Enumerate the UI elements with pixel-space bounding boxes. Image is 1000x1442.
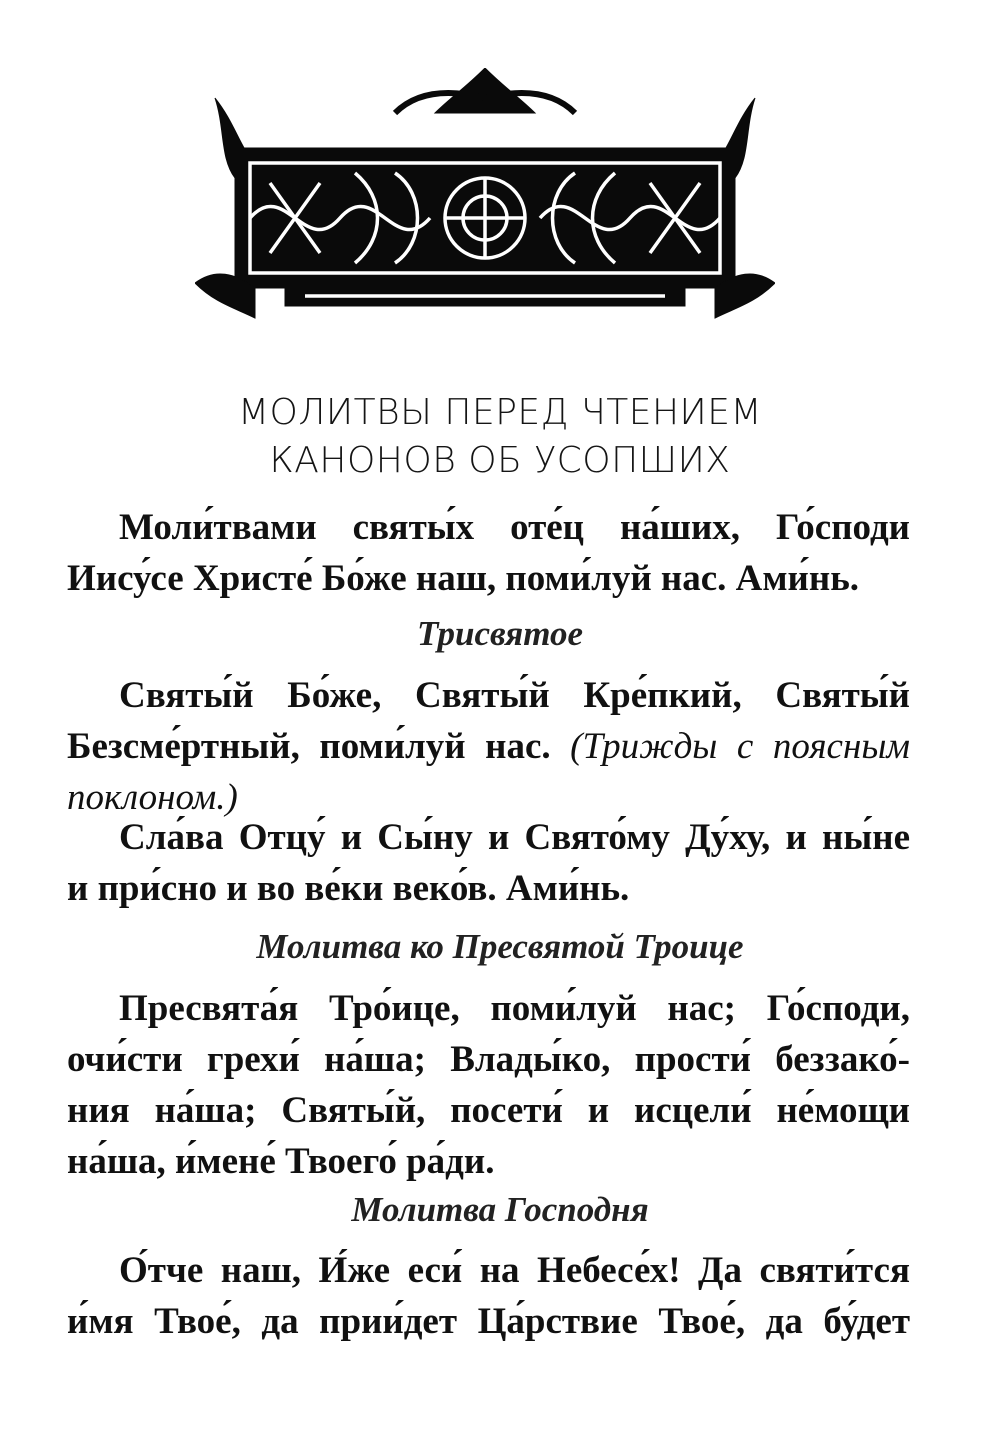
glory-prayer — [67, 812, 910, 914]
prayer-line: и при́сно и во ве́ки веко́в. Ами́нь. — [67, 868, 630, 909]
prayer-line: ния на́ша; Святы́й, посети́ и исцели́ не́мощи — [67, 1090, 910, 1131]
rubric-note: поклоном.) — [67, 777, 238, 818]
trinity-heading: Молитва ко Пресвятой Троице — [256, 927, 744, 966]
prayer-line: О́тче наш, И́же еси́ на Небесе́х! Да святи́тся — [119, 1250, 910, 1291]
ornamental-headpiece-icon — [195, 68, 775, 330]
page-title-line-2: КАНОНОВ ОБ УСОПШИХ — [269, 440, 731, 481]
lords-prayer — [67, 1245, 910, 1347]
page-title-line-1: МОЛИТВЫ ПЕРЕД ЧТЕНИЕМ — [237, 392, 763, 433]
rubric-note: (Трижды с поясным — [570, 726, 910, 767]
trisagion-prayer — [67, 670, 910, 823]
prayer-line: Иису́се Христе́ Бо́же наш, поми́луй нас. Ами́нь. — [67, 558, 860, 599]
prayer-line: Пресвята́я Тро́ице, поми́луй нас; Го́споди, — [119, 988, 910, 1029]
prayer-line — [67, 721, 910, 772]
prayer-line: на́ша, и́мене́ Твоего́ ра́ди. — [67, 1141, 495, 1182]
prayer-line: Сла́ва Отцу́ и Сы́ну и Свято́му Ду́ху, и ны́не — [119, 817, 910, 858]
opening-prayer — [67, 502, 910, 604]
prayer-line: Святы́й Бо́же, Святы́й Кре́пкий, Святы́й — [119, 675, 910, 716]
lords-prayer-heading: Молитва Господня — [351, 1190, 649, 1229]
trinity-prayer — [67, 983, 910, 1187]
trisagion-heading: Трисвятое — [416, 614, 583, 653]
prayer-text: Безсме́ртный, поми́луй нас. — [67, 726, 551, 767]
prayer-line: Моли́твами святы́х оте́ц на́ших, Го́споди — [119, 507, 910, 548]
prayer-line: и́мя Твое́, да прии́дет Ца́рствие Твое́, да бу́дет — [67, 1301, 910, 1342]
prayer-line: очи́сти грехи́ на́ша; Влады́ко, прости́ беззако́- — [67, 1039, 910, 1080]
